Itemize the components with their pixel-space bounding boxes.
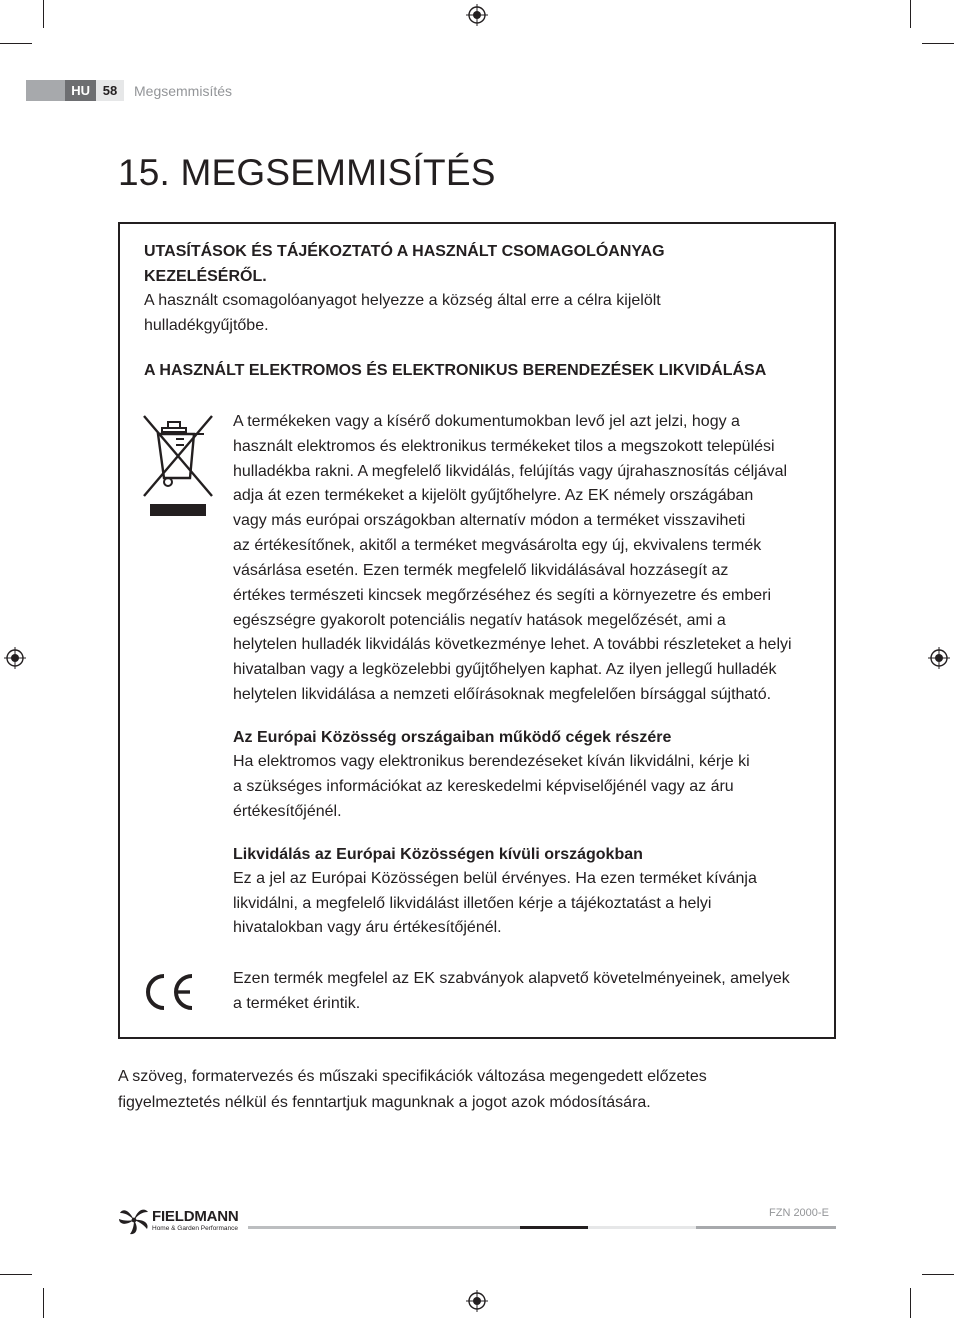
footer-rule [248, 1226, 520, 1229]
weee-text-line: vásárlása esetén. Ezen termék megfelelő likvidálásával hozzásegít az [233, 562, 729, 579]
page-header [26, 80, 232, 101]
weee-text-line: hivatalban vagy a legközelebbi gyűjtőhelyen kaphat. Az ilyen jellegű hulladék [233, 661, 777, 678]
eu-companies-text: Ha elektromos vagy elektronikus berendezéseket kíván likvidálni, kérje ki [233, 753, 750, 770]
packaging-heading: KEZELÉSÉRŐL. [144, 268, 267, 285]
crop-mark [910, 1288, 911, 1318]
crop-mark [0, 43, 32, 44]
ce-mark-icon [142, 972, 196, 1012]
footer-rule [588, 1226, 696, 1229]
crop-mark [43, 1288, 44, 1318]
registration-mark-icon [466, 1290, 488, 1312]
language-label: HU [65, 80, 96, 101]
crop-mark [910, 0, 911, 28]
brand-name: FIELDMANN [152, 1208, 239, 1225]
fieldmann-logo [118, 1205, 246, 1235]
page-title: 15. MEGSEMMISÍTÉS [118, 152, 496, 193]
ce-text: a terméket érintik. [233, 995, 361, 1012]
packaging-text: hulladékgyűjtőbe. [144, 317, 269, 334]
eu-companies-heading: Az Európai Közösség országaiban működő cégek részére [233, 729, 672, 746]
crop-mark [0, 1274, 32, 1275]
weee-text-line: adja át ezen termékeket a kijelölt gyűjtőhelyre. Az EK némely országában [233, 487, 754, 504]
weee-text-line: értékes természeti kincsek megőrzéséhez és segíti a környezetre és emberi [233, 587, 772, 604]
registration-mark-icon [4, 647, 26, 669]
eu-companies-text: a szükséges információkat az kereskedelmi képviselőjénél vagy az áru [233, 778, 734, 795]
footer-rule [696, 1226, 836, 1229]
language-tab [26, 80, 96, 101]
non-eu-heading: Likvidálás az Európai Közösségen kívüli országokban [233, 846, 643, 863]
eu-companies-text: értékesítőjénél. [233, 803, 342, 820]
weee-text-line: helytelen hulladék likvidálás következménye lehet. A további részleteket a helyi [233, 636, 792, 653]
section-label: Megsemmisítés [134, 82, 233, 99]
weee-text-line: vagy más európai országokban alternatív módon a terméket visszaviheti [233, 512, 746, 529]
disclaimer-line: A szöveg, formatervezés és műszaki specifikációk változása megengedett előzetes [118, 1068, 707, 1085]
ce-text: Ezen termék megfelel az EK szabványok alapvető követelményeinek, amelyek [233, 970, 790, 987]
packaging-text: A használt csomagolóanyagot helyezze a község által erre a célra kijelölt [144, 292, 661, 309]
weee-text-line: helytelen likvidálása a nemzeti előírásoknak megfelelően bírsággal sújtható. [233, 686, 772, 703]
registration-mark-icon [466, 4, 488, 26]
crop-mark [922, 43, 954, 44]
disclaimer [118, 1064, 707, 1115]
crossed-out-wheelie-bin-icon [142, 414, 214, 518]
fan-logo-icon [118, 1205, 150, 1235]
non-eu-text: hivatalokban vagy áru értékesítőjénél. [233, 919, 502, 936]
disclaimer-line: figyelmeztetés nélkül és fenntartjuk magunknak a jogot azok módosítására. [118, 1093, 651, 1111]
weee-text-line: használt elektromos és elektronikus termékeket tilos a megszokott települési [233, 438, 775, 455]
footer-rule [520, 1226, 588, 1229]
crop-mark [922, 1274, 954, 1275]
model-number: FZN 2000-E [769, 1207, 829, 1219]
packaging-heading: UTASÍTÁSOK ÉS TÁJÉKOZTATÓ A HASZNÁLT CSOMAGOLÓANYAG [144, 243, 665, 260]
brand-tagline: Home & Garden Performance [152, 1225, 238, 1232]
registration-mark-icon [928, 647, 950, 669]
non-eu-text: Ez a jel az Európai Közösségen belül érvényes. Ha ezen terméket kívánja [233, 870, 757, 887]
weee-text-line: az értékesítőnek, akitől a terméket megvásárolta egy új, ekvivalens termék [233, 537, 762, 554]
page-number: 58 [96, 80, 124, 101]
non-eu-text: likvidálni, a megfelelő likvidálást illetően kérje a tájékoztatást a helyi [233, 895, 712, 912]
weee-text-line: hulladékba rakni. A megfelelő likvidálás, felújítás vagy újrahasznosítás céljával [233, 463, 788, 480]
weee-text-line: egészségre gyakorolt potenciális negatív hatások megelőzését, ami a [233, 612, 726, 629]
weee-text-line: A termékeken vagy a kísérő dokumentumokban levő jel azt jelzi, hogy a [233, 413, 740, 430]
crop-mark [43, 0, 44, 28]
weee-heading: A HASZNÁLT ELEKTROMOS ÉS ELEKTRONIKUS BERENDEZÉSEK LIKVIDÁLÁSA [144, 362, 767, 379]
